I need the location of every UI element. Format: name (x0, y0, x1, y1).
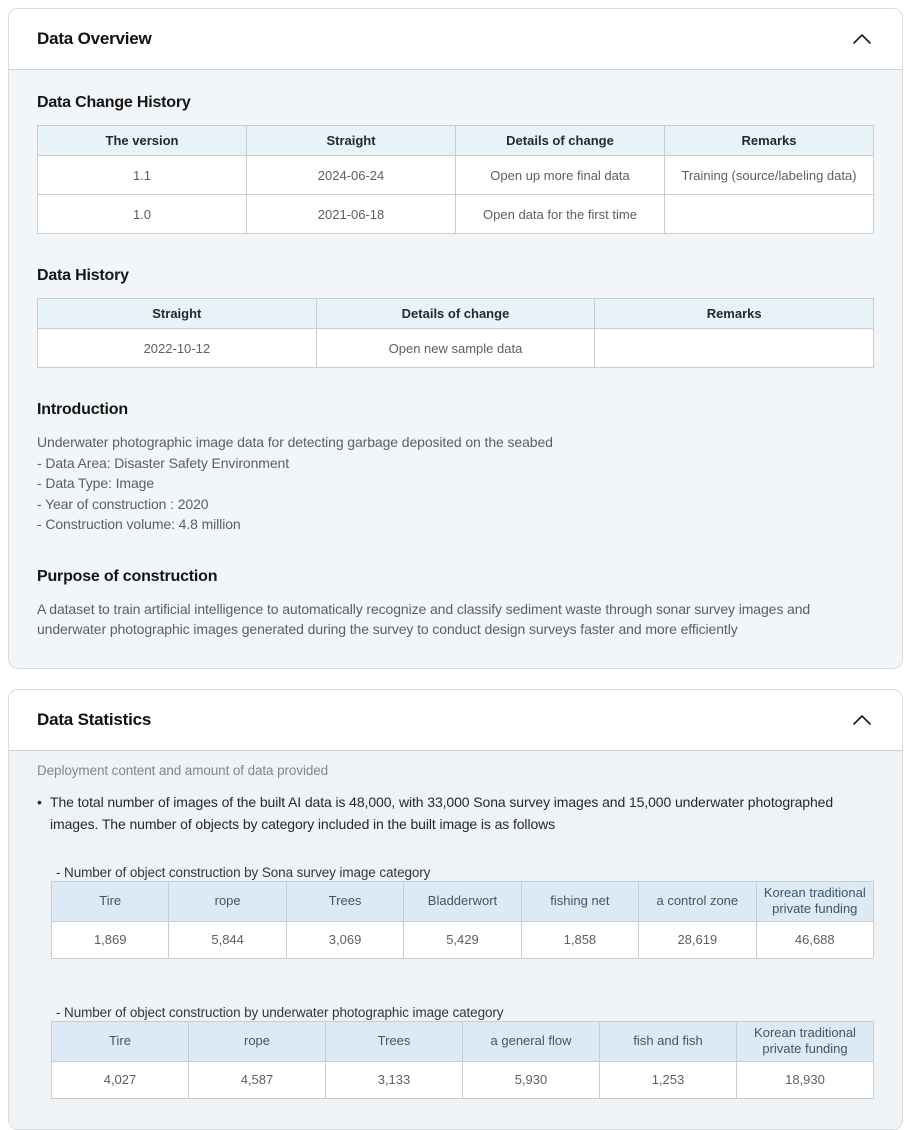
change-history-table (37, 125, 874, 234)
table-row (38, 156, 874, 195)
panel-title: Data Statistics (37, 709, 152, 729)
purpose-text: A dataset to train artificial intelligence to automatically recognize and classify sediment waste through sonar survey images and underwater photographic images generated during the survey to conduct design surveys faster and more efficiently (37, 600, 811, 637)
introduction-text (37, 432, 874, 535)
table-cell: Open up more final data (456, 156, 665, 195)
bullet-icon: • (37, 793, 42, 810)
data-history-table (37, 298, 874, 368)
statistics-bullet-item (37, 791, 874, 835)
underwater-photo-stats-table (51, 1021, 874, 1099)
table-cell: 2024-06-24 (247, 156, 456, 195)
overview-collapse-button[interactable] (848, 25, 876, 53)
statistics-subtitle: Deployment content and amount of data provided (37, 762, 329, 778)
column-header: Tire (52, 1021, 189, 1061)
column-header: Remarks (665, 126, 874, 156)
data-overview-panel-header[interactable] (9, 9, 902, 69)
introduction-line: - Construction volume: 4.8 million (37, 516, 241, 532)
column-header: Details of change (316, 299, 595, 329)
column-header: Tire (52, 881, 169, 921)
table-cell: 5,844 (169, 921, 286, 958)
chevron-up-icon (850, 708, 874, 732)
table-row (52, 921, 874, 958)
table-cell: 4,027 (52, 1061, 189, 1098)
table-cell: 1.0 (38, 195, 247, 234)
table-cell: 5,429 (404, 921, 521, 958)
introduction-heading: Introduction (37, 401, 128, 418)
column-header: Korean traditional private funding (756, 881, 873, 921)
introduction-line: - Year of construction : 2020 (37, 495, 209, 512)
table-cell: Training (source/labeling data) (665, 156, 874, 195)
table-row (38, 329, 874, 368)
panel-title: Data Overview (37, 29, 152, 48)
column-header: Straight (247, 126, 456, 156)
data-statistics-panel (8, 689, 903, 1130)
chevron-up-icon (850, 27, 874, 51)
column-header: rope (169, 881, 286, 921)
sona-survey-stats-group (51, 865, 874, 959)
table-cell: 18,930 (737, 1061, 874, 1098)
table-cell: 2022-10-12 (38, 329, 317, 368)
data-statistics-panel-header[interactable] (9, 690, 902, 750)
table-cell: 5,930 (463, 1061, 600, 1098)
column-header: Details of change (456, 126, 665, 156)
table-cell: 1,858 (521, 921, 638, 958)
table-cell: Open new sample data (316, 329, 595, 368)
table-cell: 1,253 (600, 1061, 737, 1098)
table-cell: 1,869 (52, 921, 169, 958)
column-header: Straight (38, 299, 317, 329)
table-cell: 2021-06-18 (247, 195, 456, 234)
column-header: Trees (286, 881, 403, 921)
data-history-heading: Data History (37, 267, 129, 284)
introduction-line: - Data Area: Disaster Safety Environment (37, 454, 289, 471)
table-cell: 28,619 (639, 921, 756, 958)
underwater-photo-table-label: - Number of object construction by underwater photographic image category (56, 1004, 504, 1020)
table-cell: 3,069 (286, 921, 403, 958)
table-header-row (52, 881, 874, 921)
column-header: Bladderwort (404, 881, 521, 921)
column-header: fishing net (521, 881, 638, 921)
table-cell: 46,688 (756, 921, 873, 958)
sona-survey-stats-table (51, 881, 874, 959)
table-row (52, 1061, 874, 1098)
table-header-row (38, 126, 874, 156)
table-cell: 1.1 (38, 156, 247, 195)
sona-survey-table-label: - Number of object construction by Sona survey image category (56, 864, 431, 880)
column-header: Korean traditional private funding (737, 1021, 874, 1061)
table-header-row (52, 1021, 874, 1061)
column-header: Remarks (595, 299, 874, 329)
data-overview-panel-body (9, 69, 902, 668)
statistics-bullet-text: The total number of images of the built AI data is 48,000, with 33,000 Sona survey images and 15,000 underwater photographed images. The number of objects by category included in the built image is as follows (50, 793, 834, 832)
column-header: a control zone (639, 881, 756, 921)
data-statistics-panel-body (9, 750, 902, 1129)
table-header-row (38, 299, 874, 329)
column-header: rope (189, 1021, 326, 1061)
table-cell: 3,133 (326, 1061, 463, 1098)
column-header: Trees (326, 1021, 463, 1061)
change-history-heading: Data Change History (37, 94, 191, 111)
table-cell: 4,587 (189, 1061, 326, 1098)
data-overview-panel (8, 8, 903, 669)
table-cell (595, 329, 874, 368)
table-cell (665, 195, 874, 234)
introduction-line: - Data Type: Image (37, 475, 155, 491)
table-row (38, 195, 874, 234)
column-header: a general flow (463, 1021, 600, 1061)
purpose-heading: Purpose of construction (37, 567, 218, 585)
underwater-photo-stats-group (51, 1005, 874, 1099)
column-header: fish and fish (600, 1021, 737, 1061)
introduction-line: Underwater photographic image data for detecting garbage deposited on the seabed (37, 434, 553, 450)
column-header: The version (38, 126, 247, 156)
statistics-collapse-button[interactable] (848, 706, 876, 734)
table-cell: Open data for the first time (456, 195, 665, 234)
